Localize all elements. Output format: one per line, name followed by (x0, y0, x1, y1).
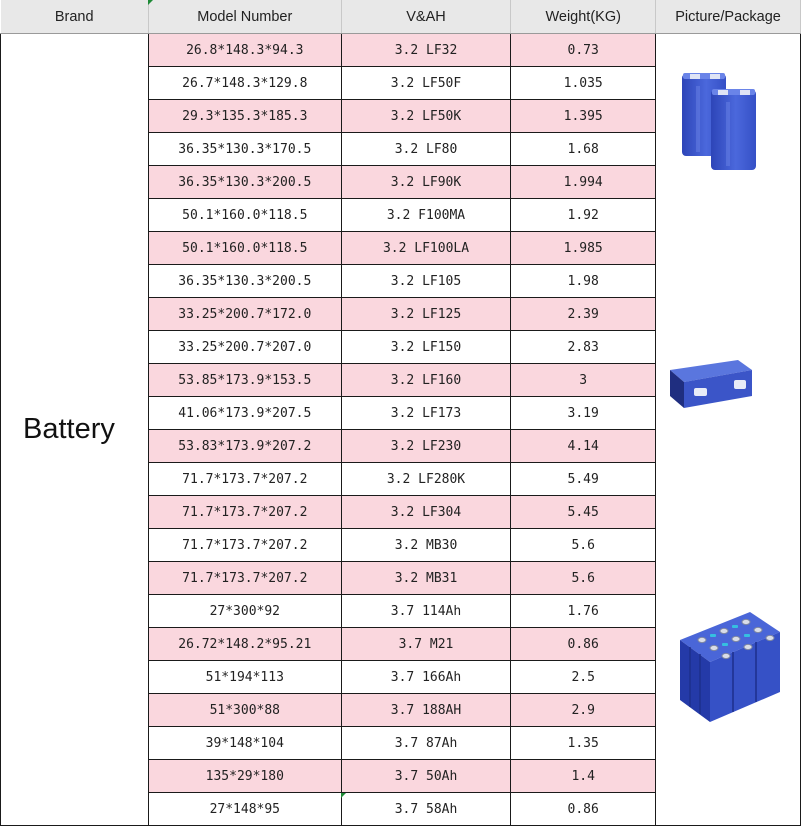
header-model-number[interactable]: Model Number (148, 0, 341, 34)
vah-cell[interactable]: 3.7 166Ah (341, 661, 511, 694)
vah-cell[interactable]: 3.2 LF90K (341, 166, 511, 199)
model-cell[interactable]: 26.7*148.3*129.8 (148, 67, 341, 100)
weight-cell[interactable]: 1.035 (511, 67, 656, 100)
weight-cell[interactable]: 2.83 (511, 331, 656, 364)
weight-cell[interactable]: 3.19 (511, 397, 656, 430)
vah-cell[interactable]: 3.2 MB30 (341, 529, 511, 562)
model-cell[interactable]: 71.7*173.7*207.2 (148, 562, 341, 595)
model-cell[interactable]: 26.72*148.2*95.21 (148, 628, 341, 661)
model-cell[interactable]: 50.1*160.0*118.5 (148, 232, 341, 265)
weight-cell[interactable]: 2.39 (511, 298, 656, 331)
weight-cell[interactable]: 1.35 (511, 727, 656, 760)
model-cell[interactable]: 29.3*135.3*185.3 (148, 100, 341, 133)
vah-cell[interactable]: 3.7 50Ah (341, 760, 511, 793)
model-cell[interactable]: 36.35*130.3*200.5 (148, 166, 341, 199)
model-cell[interactable]: 51*300*88 (148, 694, 341, 727)
weight-cell[interactable]: 1.4 (511, 760, 656, 793)
vah-cell[interactable]: 3.2 LF105 (341, 265, 511, 298)
weight-cell[interactable]: 1.76 (511, 595, 656, 628)
header-brand[interactable]: Brand (1, 0, 149, 34)
brand-cell[interactable]: Battery (1, 34, 149, 826)
vah-cell[interactable]: 3.2 LF280K (341, 463, 511, 496)
vah-cell[interactable]: 3.2 LF304 (341, 496, 511, 529)
weight-cell[interactable]: 1.985 (511, 232, 656, 265)
model-cell[interactable]: 51*194*113 (148, 661, 341, 694)
model-cell[interactable]: 26.8*148.3*94.3 (148, 34, 341, 67)
vah-cell[interactable]: 3.2 LF150 (341, 331, 511, 364)
table-row (1, 34, 801, 67)
header-row (1, 0, 801, 34)
vah-cell[interactable]: 3.7 58Ah (341, 793, 511, 826)
vah-cell[interactable]: 3.7 M21 (341, 628, 511, 661)
model-cell[interactable]: 53.83*173.9*207.2 (148, 430, 341, 463)
vah-cell[interactable]: 3.2 LF50F (341, 67, 511, 100)
vah-cell[interactable]: 3.2 F100MA (341, 199, 511, 232)
vah-cell[interactable]: 3.7 87Ah (341, 727, 511, 760)
weight-cell[interactable]: 5.6 (511, 562, 656, 595)
weight-cell[interactable]: 1.92 (511, 199, 656, 232)
weight-cell[interactable]: 2.5 (511, 661, 656, 694)
header-picture-package[interactable]: Picture/Package (656, 0, 801, 34)
model-cell[interactable]: 27*300*92 (148, 595, 341, 628)
weight-cell[interactable]: 5.6 (511, 529, 656, 562)
model-cell[interactable]: 135*29*180 (148, 760, 341, 793)
model-cell[interactable]: 53.85*173.9*153.5 (148, 364, 341, 397)
vah-cell[interactable]: 3.7 114Ah (341, 595, 511, 628)
model-cell[interactable]: 71.7*173.7*207.2 (148, 496, 341, 529)
model-cell[interactable]: 50.1*160.0*118.5 (148, 199, 341, 232)
vah-cell[interactable]: 3.2 LF50K (341, 100, 511, 133)
weight-cell[interactable]: 1.395 (511, 100, 656, 133)
vah-cell[interactable]: 3.2 LF160 (341, 364, 511, 397)
comment-marker (148, 0, 153, 5)
comment-marker (341, 793, 346, 798)
model-cell[interactable]: 33.25*200.7*207.0 (148, 331, 341, 364)
weight-cell[interactable]: 4.14 (511, 430, 656, 463)
weight-cell[interactable]: 1.994 (511, 166, 656, 199)
model-cell[interactable]: 27*148*95 (148, 793, 341, 826)
weight-cell[interactable]: 5.45 (511, 496, 656, 529)
model-cell[interactable]: 71.7*173.7*207.2 (148, 529, 341, 562)
model-cell[interactable]: 33.25*200.7*172.0 (148, 298, 341, 331)
header-weight[interactable]: Weight(KG) (511, 0, 656, 34)
model-cell[interactable]: 41.06*173.9*207.5 (148, 397, 341, 430)
picture-cell[interactable] (656, 34, 801, 826)
vah-cell[interactable]: 3.2 LF230 (341, 430, 511, 463)
weight-cell[interactable]: 1.98 (511, 265, 656, 298)
weight-cell[interactable]: 2.9 (511, 694, 656, 727)
vah-cell[interactable]: 3.2 MB31 (341, 562, 511, 595)
model-cell[interactable]: 71.7*173.7*207.2 (148, 463, 341, 496)
vah-cell[interactable]: 3.2 LF80 (341, 133, 511, 166)
vah-cell[interactable]: 3.7 188AH (341, 694, 511, 727)
weight-cell[interactable]: 1.68 (511, 133, 656, 166)
header-vah[interactable]: V&AH (341, 0, 511, 34)
vah-cell[interactable]: 3.2 LF173 (341, 397, 511, 430)
weight-cell[interactable]: 3 (511, 364, 656, 397)
weight-cell[interactable]: 0.73 (511, 34, 656, 67)
weight-cell[interactable]: 5.49 (511, 463, 656, 496)
vah-cell[interactable]: 3.2 LF100LA (341, 232, 511, 265)
vah-cell[interactable]: 3.2 LF32 (341, 34, 511, 67)
model-cell[interactable]: 39*148*104 (148, 727, 341, 760)
vah-cell[interactable]: 3.2 LF125 (341, 298, 511, 331)
weight-cell[interactable]: 0.86 (511, 793, 656, 826)
model-cell[interactable]: 36.35*130.3*170.5 (148, 133, 341, 166)
weight-cell[interactable]: 0.86 (511, 628, 656, 661)
model-cell[interactable]: 36.35*130.3*200.5 (148, 265, 341, 298)
